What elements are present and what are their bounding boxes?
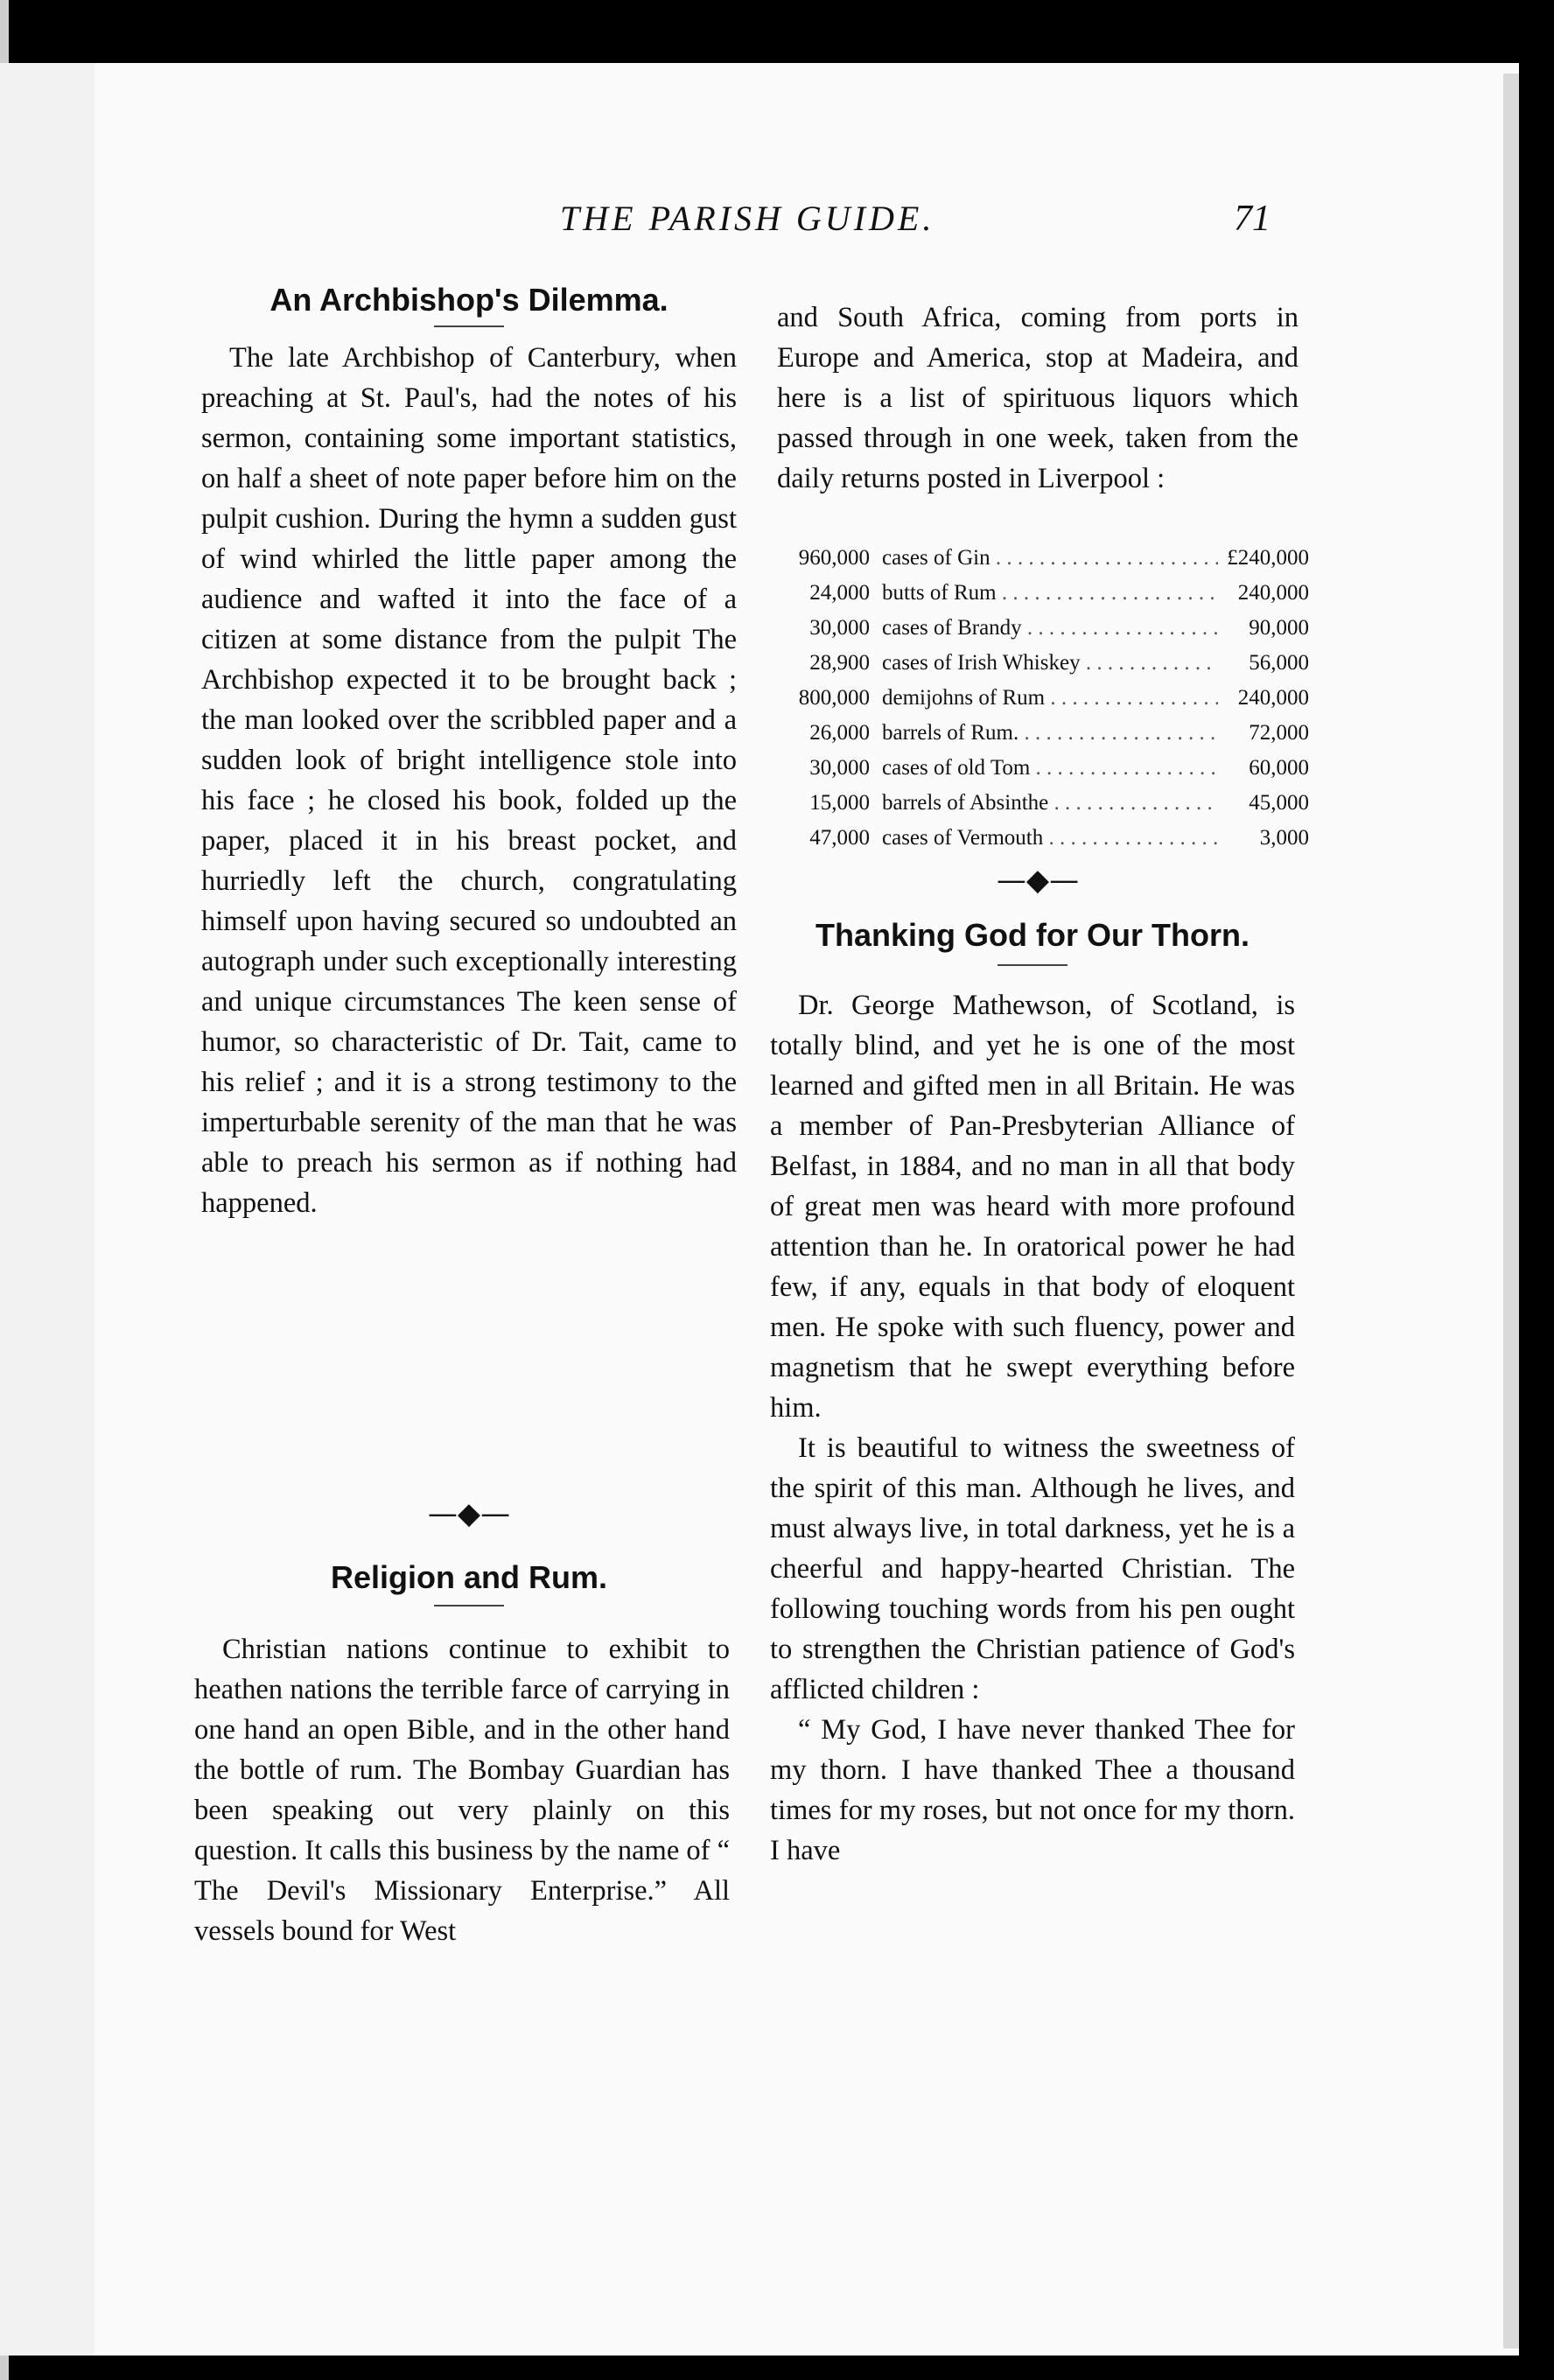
table-row bbox=[775, 541, 1309, 576]
value: 90,000 bbox=[1249, 616, 1309, 640]
quantity: 800,000 bbox=[798, 686, 870, 710]
description: barrels of Absinthe . . . bbox=[882, 791, 1218, 816]
page-edge-band bbox=[1503, 74, 1519, 2348]
description: cases of Gin . . . bbox=[882, 546, 1218, 570]
value: 240,000 bbox=[1237, 686, 1309, 710]
value: 72,000 bbox=[1249, 721, 1309, 745]
description: cases of Irish Whiskey . . . bbox=[882, 651, 1218, 676]
paragraph: Dr. George Mathewson, of Scotland, is totally blind, and yet he is one of the most learned and gifted men in all Britain. He was a member of Pan-Presbyterian Alliance of Belfast, in 1884, and no man in all that body of great men was heard with more profound attention than he. In oratorical power he had few, if any, equals in that body of eloquent men. He spoke with such fluency, power and magnetism that he swept everything before him. bbox=[770, 990, 1295, 1424]
paragraph: The late Archbishop of Canterbury, when preaching at St. Paul's, had the notes of his sermon, containing some important statistics, on half a sheet of note paper before him on the pulpit cushion. During the hymn a sudden gust of wind whirled the little paper among the audience and wafted it into the face of a citizen at some distance from the pulpit The Archbishop expected it to be brought back ; the man looked over the scribbled paper and a sudden look of bright intelligence stole into his face ; he closed his book, folded up the paper, placed it in his breast pocket, and hurriedly left the church, congratulating himself upon having secured so undoubted an autograph under such exceptionally interesting and unique circumstances The keen sense of humor, so characteristic of Dr. Tait, came to his relief ; and it is a strong testimony to the imperturbable serenity of the man that he was able to preach his sermon as if nothing had happened. bbox=[201, 342, 737, 1219]
article-body-religion-rum-right bbox=[777, 298, 1298, 499]
quantity: 960,000 bbox=[798, 546, 870, 570]
table-row bbox=[775, 751, 1309, 786]
article-body-thorn bbox=[770, 985, 1295, 1871]
quantity: 28,900 bbox=[809, 651, 870, 675]
running-head: THE PARISH GUIDE. bbox=[560, 199, 935, 238]
title-rule bbox=[998, 964, 1068, 966]
value: 3,000 bbox=[1259, 826, 1309, 850]
value: 45,000 bbox=[1249, 791, 1309, 815]
article-body-religion-rum-left bbox=[194, 1629, 730, 1951]
description: cases of Vermouth . . . bbox=[882, 826, 1218, 850]
article-body-archbishop bbox=[201, 338, 737, 1223]
quantity: 30,000 bbox=[809, 616, 870, 640]
quantity: 15,000 bbox=[809, 791, 870, 815]
paragraph: It is beautiful to witness the sweetness of the spirit of this man. Although he lives, and must always live, in total darkness, yet he is a cheerful and happy-hearted Christian. The following touching words from his pen ought to strengthen the Christian patience of God's afflicted children : bbox=[770, 1432, 1295, 1705]
value: 240,000 bbox=[1237, 581, 1309, 605]
value: £240,000 bbox=[1227, 546, 1309, 570]
title-rule bbox=[434, 326, 504, 327]
value: 60,000 bbox=[1249, 756, 1309, 780]
description: barrels of Rum. . . . bbox=[882, 721, 1218, 746]
quantity: 30,000 bbox=[809, 756, 870, 780]
table-row bbox=[775, 716, 1309, 751]
value: 56,000 bbox=[1249, 651, 1309, 675]
quantity: 47,000 bbox=[809, 826, 870, 850]
description: butts of Rum . . . bbox=[882, 581, 1218, 606]
title-rule bbox=[434, 1605, 504, 1606]
page-number: 71 bbox=[1234, 199, 1270, 239]
table-row bbox=[775, 611, 1309, 646]
table-row bbox=[775, 576, 1309, 611]
section-ornament: —◆— bbox=[996, 863, 1080, 898]
section-ornament: —◆— bbox=[427, 1496, 511, 1531]
article-title-archbishop: An Archbishop's Dilemma. bbox=[270, 282, 668, 318]
description: cases of old Tom . . . bbox=[882, 756, 1218, 780]
facing-page-edge bbox=[0, 63, 94, 2356]
description: demijohns of Rum . . . bbox=[882, 686, 1218, 710]
article-title-religion-rum: Religion and Rum. bbox=[330, 1559, 607, 1595]
article-title-thorn: Thanking God for Our Thorn. bbox=[816, 917, 1250, 953]
paragraph: and South Africa, coming from ports in Europe and America, stop at Madeira, and here is a list of spirituous liquors which passed through in one week, taken from the daily returns posted in Liverpool : bbox=[777, 302, 1298, 494]
description: cases of Brandy . . . bbox=[882, 616, 1218, 640]
liquor-table bbox=[775, 541, 1309, 856]
paragraph: “ My God, I have never thanked Thee for my thorn. I have thanked Thee a thousand times for my roses, but not once for my thorn. I have bbox=[770, 1714, 1295, 1866]
table-row bbox=[775, 821, 1309, 856]
paragraph: Christian nations continue to exhibit to heathen nations the terrible farce of carrying in one hand an open Bible, and in the other hand the bottle of rum. The Bombay Guardian has been speaking out very plainly on this question. It calls this business by the name of “ The Devil's Missionary Enterprise.” All vessels bound for West bbox=[194, 1634, 730, 1947]
quantity: 24,000 bbox=[809, 581, 870, 605]
table-row bbox=[775, 786, 1309, 821]
table-row bbox=[775, 681, 1309, 716]
quantity: 26,000 bbox=[809, 721, 870, 745]
table-row bbox=[775, 646, 1309, 681]
